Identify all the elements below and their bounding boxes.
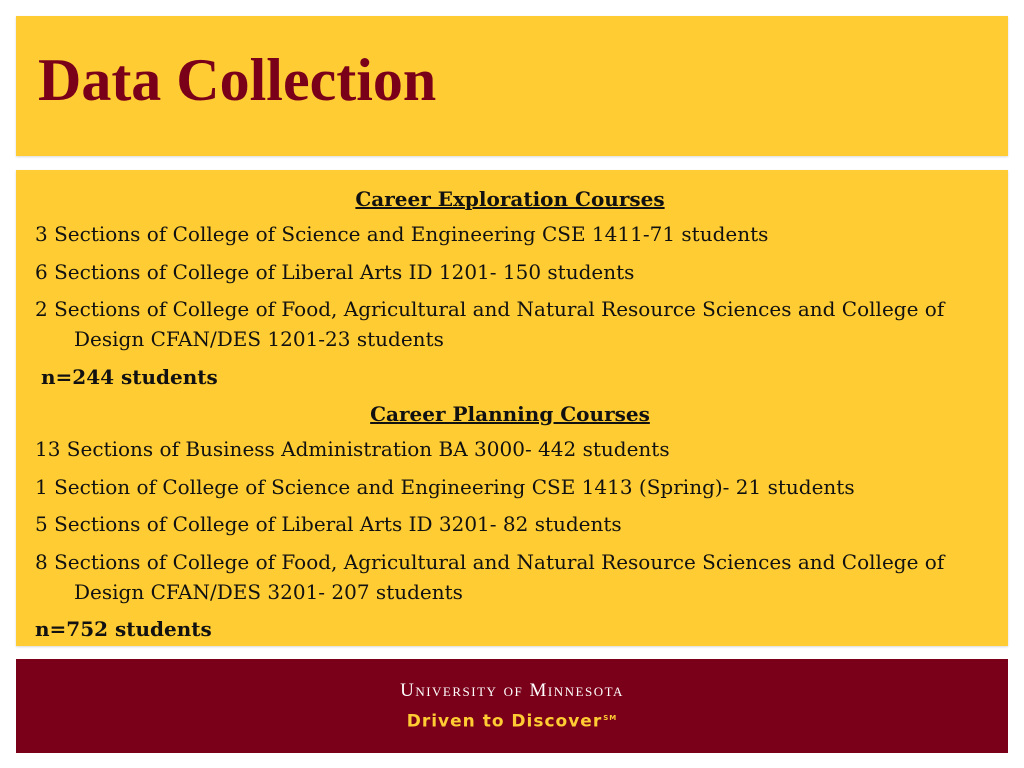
content-body [35, 184, 985, 652]
tagline-text: Driven to Discover [406, 711, 603, 732]
exploration-item: 3 Sections of College of Science and Engineering CSE 1411-71 students [35, 222, 769, 246]
planning-item: 1 Section of College of Science and Engineering CSE 1413 (Spring)- 21 students [35, 474, 855, 499]
exploration-heading: Career Exploration Courses [355, 187, 665, 211]
slide-title: Data Collection [38, 47, 437, 113]
title-band [16, 16, 1008, 156]
planning-heading: Career Planning Courses [370, 402, 650, 426]
content-band [16, 170, 1008, 646]
university-name: University of Minnesota [400, 680, 624, 701]
exploration-total: n=244 students [41, 364, 218, 389]
footer-band [16, 659, 1008, 753]
planning-item: 8 Sections of College of Food, Agricultural and Natural Resource Sciences and College of Design CFAN/DES 3201- 207 students [35, 549, 945, 604]
exploration-item: 6 Sections of College of Liberal Arts ID 1201- 150 students [35, 259, 635, 284]
exploration-item: 2 Sections of College of Food, Agricultural and Natural Resource Sciences and College of Design CFAN/DES 1201-23 students [35, 297, 945, 351]
service-mark: SM [603, 714, 618, 722]
university-wordmark [16, 679, 1008, 733]
planning-item: 5 Sections of College of Liberal Arts ID 3201- 82 students [35, 512, 622, 536]
planning-total: n=752 students [35, 617, 212, 641]
tagline [16, 707, 1008, 733]
planning-item: 13 Sections of Business Administration BA 3000- 442 students [35, 437, 670, 461]
